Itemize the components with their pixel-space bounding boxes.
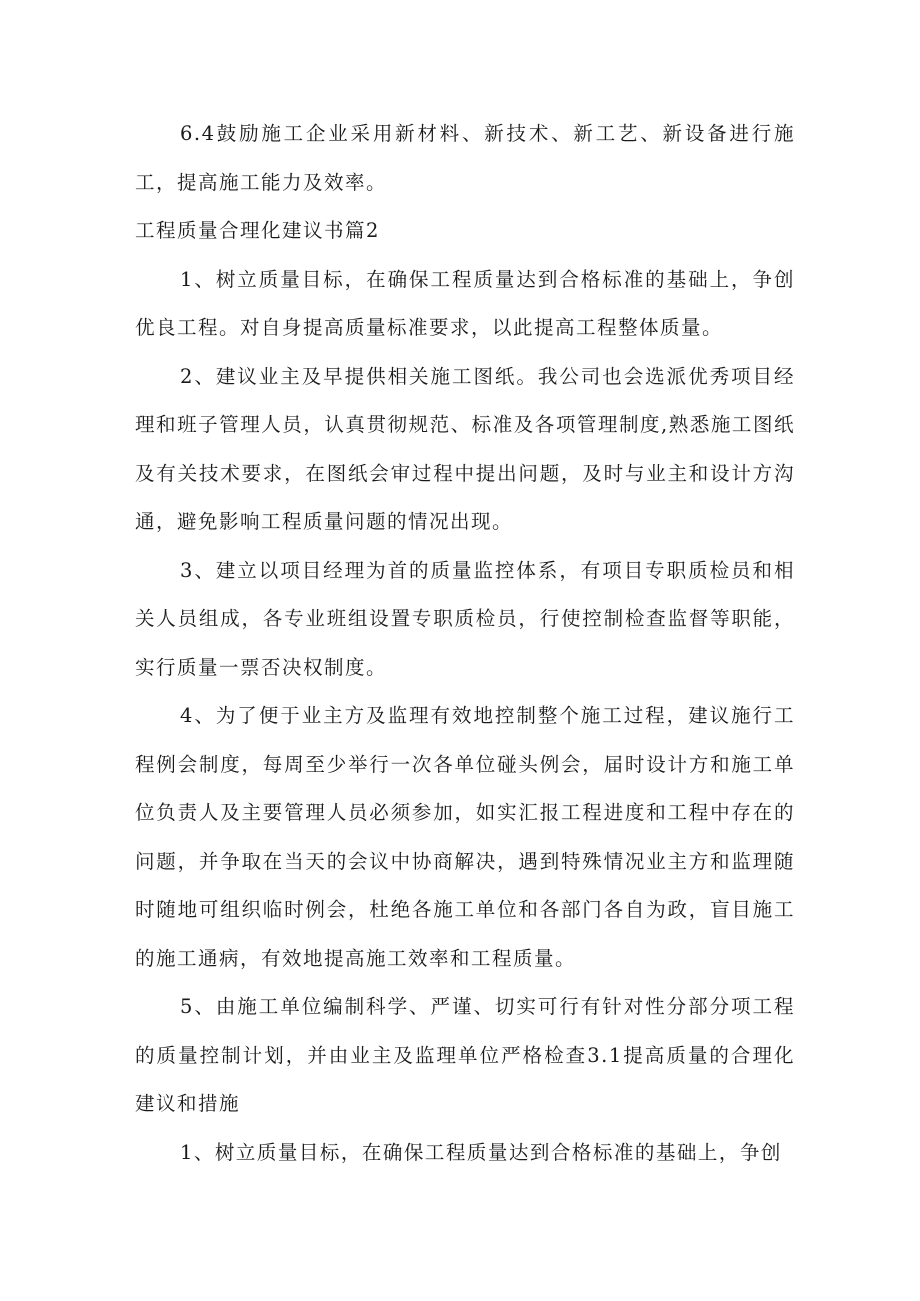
paragraph-6-4: 6.4鼓励施工企业采用新材料、新技术、新工艺、新设备进行施工，提高施工能力及效率。 bbox=[135, 122, 795, 194]
paragraph-4: 4、为了便于业主方及监理有效地控制整个施工过程，建议施行工程例会制度，每周至少举行一次各单位碰头例会，届时设计方和施工单位负责人及主要管理人员必须参加，如实汇报工程进度和工程中存在的问题，并争取在当天的会议中协商解决，遇到特殊情况业主方和监理随时随地可组织临时例会，杜绝各施工单位和各部门各自为政，盲目施工的施工通病，有效地提高施工效率和工程质量。 bbox=[135, 704, 795, 970]
paragraph-5: 5、由施工单位编制科学、严谨、切实可行有针对性分部分项工程的质量控制计划，并由业主及监理单位严格检查3.1提高质量的合理化建议和措施 bbox=[135, 995, 795, 1115]
paragraph-1-repeat: 1、树立质量目标，在确保工程质量达到合格标准的基础上，争创 bbox=[180, 1140, 782, 1164]
document-page bbox=[135, 110, 795, 1177]
section-heading: 工程质量合理化建议书篇2 bbox=[135, 219, 380, 242]
paragraph-2: 2、建议业主及早提供相关施工图纸。我公司也会选派优秀项目经理和班子管理人员，认真贯彻规范、标准及各项管理制度,熟悉施工图纸及有关技术要求，在图纸会审过程中提出问题，及时与业主和设计方沟通，避免影响工程质量问题的情况出现。 bbox=[135, 364, 795, 533]
paragraph-3: 3、建立以项目经理为首的质量监控体系，有项目专职质检员和相关人员组成，各专业班组设置专职质检员，行使控制检查监督等职能，实行质量一票否决权制度。 bbox=[135, 558, 795, 679]
paragraph-1: 1、树立质量目标，在确保工程质量达到合格标准的基础上，争创优良工程。对自身提高质量标准要求，以此提高工程整体质量。 bbox=[135, 267, 795, 339]
